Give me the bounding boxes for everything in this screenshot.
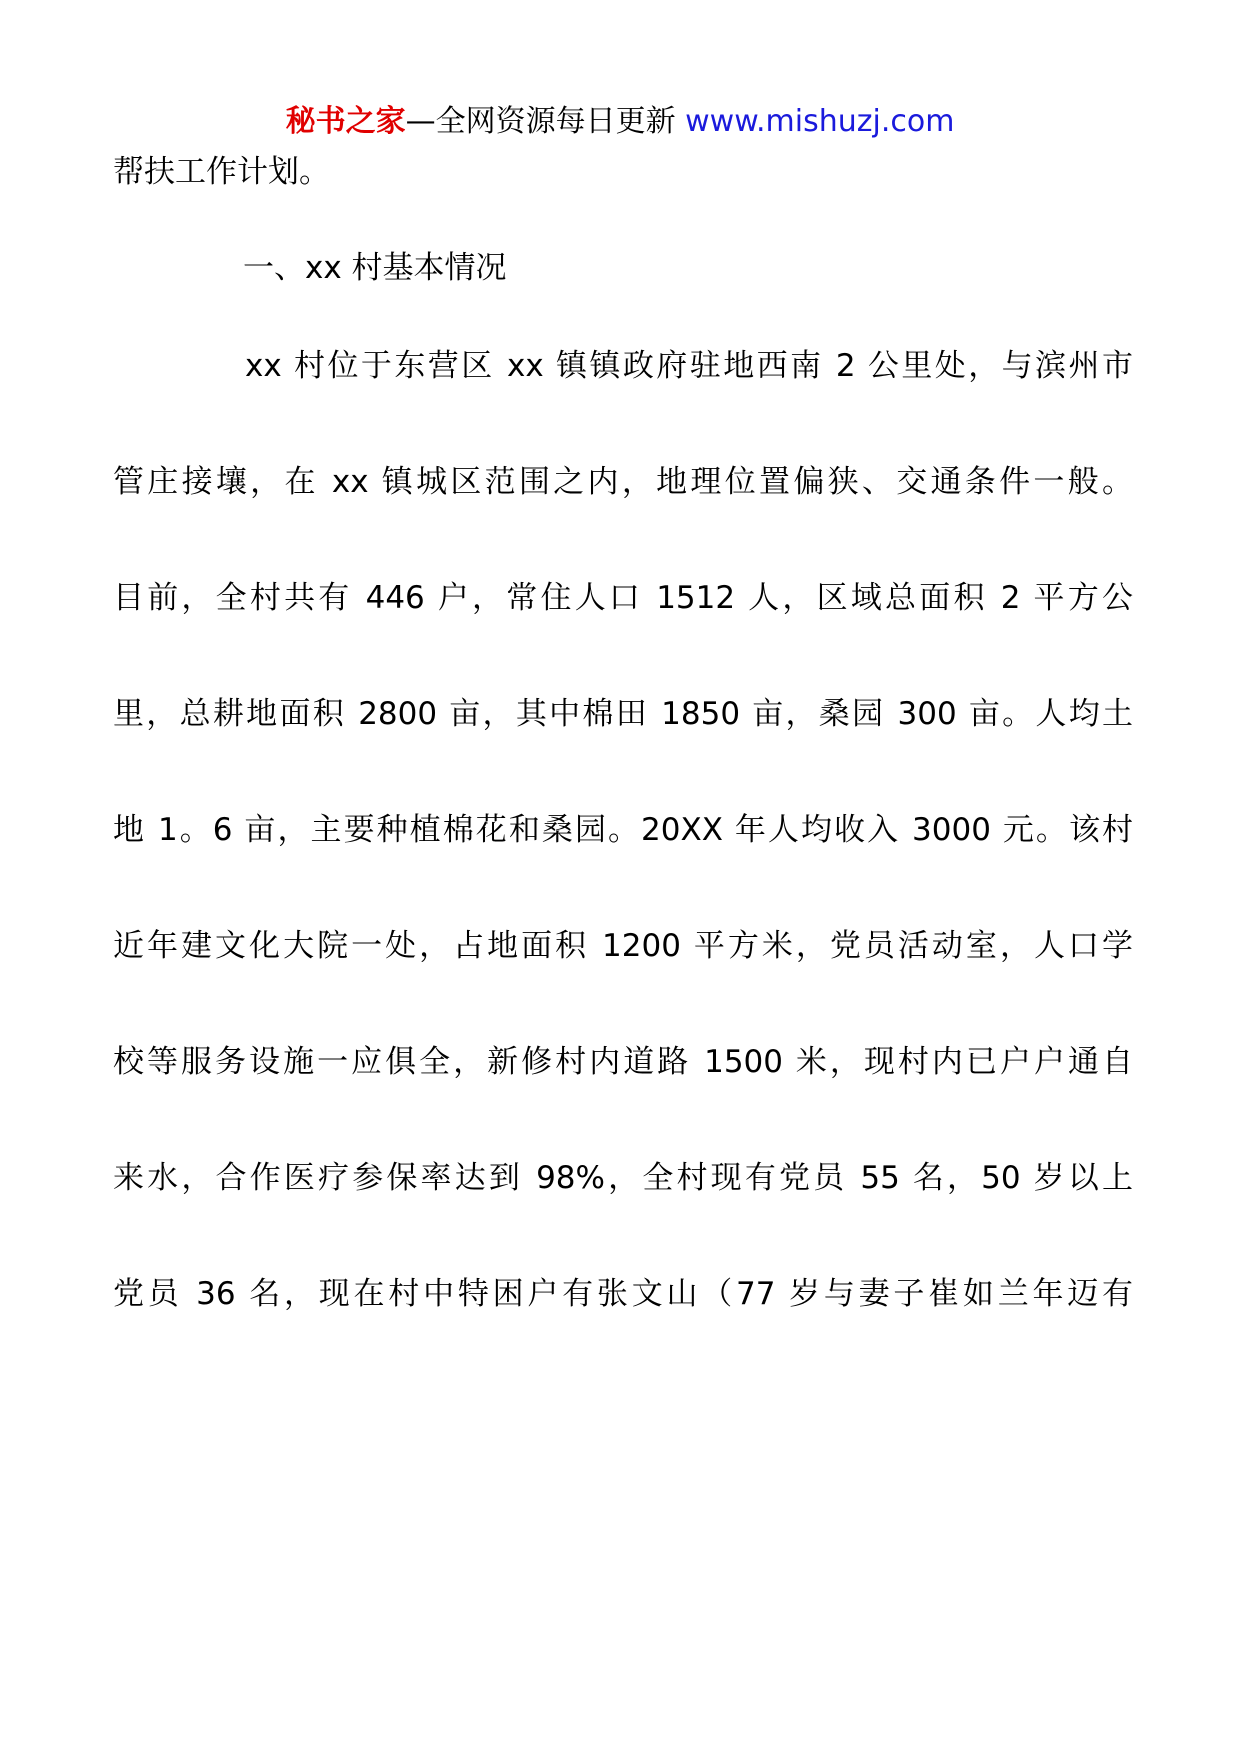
- paragraph-line-6: 近年建文化大院一处，占地面积 1200 平方米，党员活动室，人口学: [113, 928, 1133, 964]
- paragraph-line-8: 来水，合作医疗参保率达到 98%，全村现有党员 55 名，50 岁以上: [113, 1160, 1133, 1196]
- paragraph-line-1: xx 村位于东营区 xx 镇镇政府驻地西南 2 公里处，与滨州市: [245, 348, 1133, 384]
- header-url-link[interactable]: www.mishuzj.com: [685, 104, 955, 139]
- paragraph-line-5: 地 1。6 亩，主要种植棉花和桑园。20XX 年人均收入 3000 元。该村: [113, 812, 1133, 848]
- paragraph-line-2: 管庄接壤，在 xx 镇城区范围之内，地理位置偏狭、交通条件一般。: [113, 464, 1133, 500]
- header-slogan: —全网资源每日更新: [405, 104, 676, 139]
- page-header: [0, 102, 1240, 142]
- header-brand: 秘书之家: [285, 104, 406, 139]
- paragraph-line-3: 目前，全村共有 446 户，常住人口 1512 人，区域总面积 2 平方公: [113, 580, 1133, 616]
- paragraph-line-9: 党员 36 名，现在村中特困户有张文山（77 岁与妻子崔如兰年迈有: [113, 1276, 1133, 1312]
- section-heading: 一、xx 村基本情况: [243, 250, 507, 286]
- paragraph-line-7: 校等服务设施一应俱全，新修村内道路 1500 米，现村内已户户通自: [113, 1044, 1133, 1080]
- text-line-1: 帮扶工作计划。: [113, 154, 330, 190]
- paragraph-line-4: 里，总耕地面积 2800 亩，其中棉田 1850 亩，桑园 300 亩。人均土: [113, 696, 1133, 732]
